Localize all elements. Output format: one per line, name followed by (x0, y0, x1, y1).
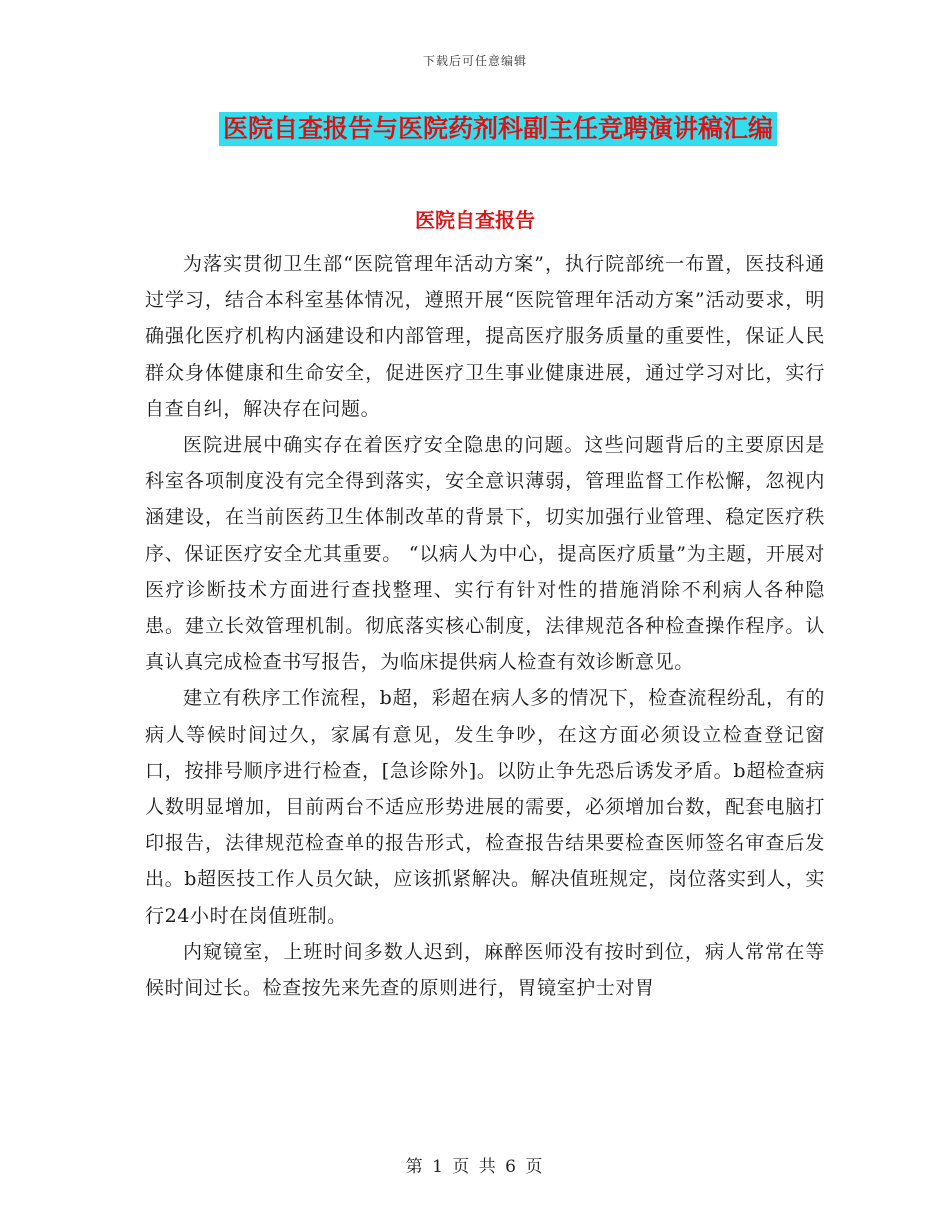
page-footer: 第 1 页 共 6 页 (405, 1157, 545, 1177)
main-title-wrap (0, 112, 950, 146)
paragraph-4: 内窥镜室，上班时间多数人迟到，麻醉医师没有按时到位，病人常常在等候时间过长。检查按先来先查的原则进行，胃镜室护士对胃 (145, 940, 825, 1000)
paragraph-3: 建立有秩序工作流程，b超，彩超在病人多的情况下，检查流程纷乱，有的病人等候时间过久，家属有意见，发生争吵，在这方面必须设立检查登记窗口，按排号顺序进行检查，[急诊除外]。以防止争先恐后诱发矛盾。b超检查病人数明显增加，目前两台不适应形势进展的需要，必须增加台数，配套电脑打印报告，法律规范检查单的报告形式，检查报告结果要检查医师签名审查后发出。b超医技工作人员欠缺，应该抓紧解决。解决值班规定，岗位落实到人，实行24小时在岗值班制。 (145, 687, 825, 927)
paragraph-2: 医院进展中确实存在着医疗安全隐患的问题。这些问题背后的主要原因是科室各项制度没有完全得到落实，安全意识薄弱，管理监督工作松懈，忽视内涵建设，在当前医药卫生体制改革的背景下，切实加强行业管理、稳定医疗秩序、保证医疗安全尤其重要。 “以病人为中心，提高医疗质量”为主题，开展对医疗诊断技术方面进行查找整理、实行有针对性的措施消除不利病人各种隐患。建立长效管理机制。彻底落实核心制度，法律规范各种检查操作程序。认真认真完成检查书写报告，为临床提供病人检查有效诊断意见。 (145, 434, 825, 674)
paragraph-1: 为落实贯彻卫生部“医院管理年活动方案”，执行院部统一布置，医技科通过学习，结合本科室基体情况，遵照开展“医院管理年活动方案”活动要求，明确强化医疗机构内涵建设和内部管理，提高医疗服务质量的重要性，保证人民群众身体健康和生命安全，促进医疗卫生事业健康进展，通过学习对比，实行自查自纠，解决存在问题。 (145, 253, 825, 420)
section-title: 医院自查报告 (415, 208, 535, 232)
header-note: 下载后可任意编辑 (422, 54, 527, 68)
body-text (145, 246, 825, 1006)
main-title: 医院自查报告与医院药剂科副主任竞聘演讲稿汇编 (219, 112, 777, 146)
